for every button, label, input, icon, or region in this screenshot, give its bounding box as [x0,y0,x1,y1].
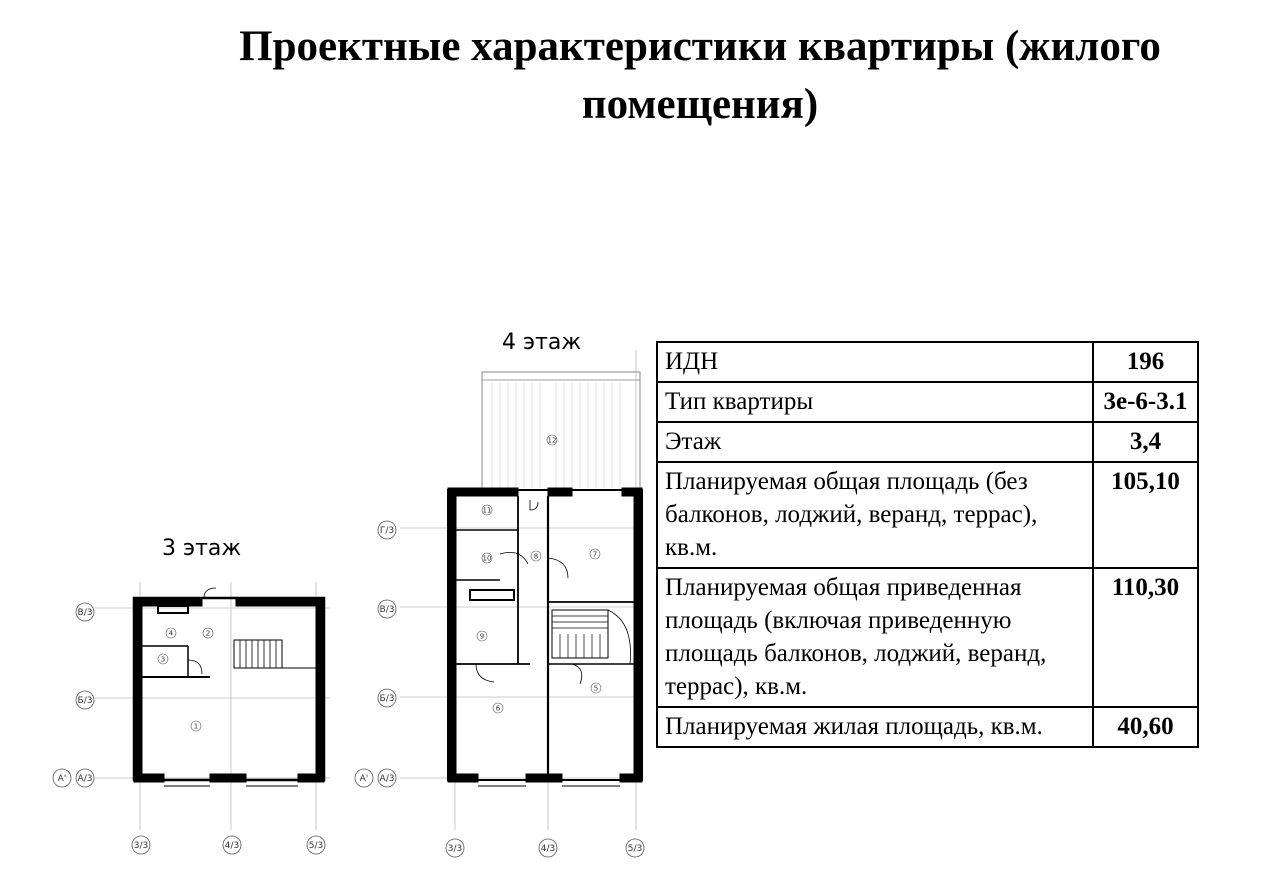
axis-label: 3/3 [447,844,463,854]
floor-plan-drawing [0,320,660,885]
floor-4-axis-labels [360,526,643,854]
spec-label: Планируемая общая приведенная площадь (включая приведенную площадь балконов, лоджий, веранд, террас), кв.м. [657,568,1093,707]
axis-label: 4/3 [224,841,240,851]
table-row [657,568,1198,707]
spec-label: ИДН [657,342,1093,382]
axis-label: В/3 [77,608,93,618]
floor-3-axis-markers [53,603,325,854]
axis-label: 5/3 [627,844,643,854]
room-number: 7 [592,550,598,559]
room-number: 2 [205,629,211,638]
axis-label: 5/3 [308,841,324,851]
table-row [657,342,1198,382]
floor-4-room-numbers [477,435,601,713]
axis-label: А/3 [379,774,395,784]
room-number: 4 [168,629,174,638]
axis-label: 3/3 [133,841,149,851]
specs-table [656,341,1199,748]
room-number: 3 [160,655,166,664]
table-row [657,462,1198,568]
axis-label: Г/3 [379,526,395,536]
room-number: 8 [533,552,539,561]
floor-3-plan [95,582,330,830]
axis-label: Б/3 [379,694,395,704]
room-number: 1 [193,722,199,731]
room-number: 9 [479,632,485,641]
spec-value: 3,4 [1093,422,1198,462]
spec-label: Этаж [657,422,1093,462]
room-number: 5 [593,684,599,693]
axis-label: 4/3 [540,844,556,854]
spec-value: 105,10 [1093,462,1198,568]
axis-label: А' [359,774,369,784]
table-row [657,707,1198,747]
room-number: 6 [495,704,501,713]
floor-plans [0,320,660,885]
room-number: 10 [482,554,492,563]
axis-label: Б/3 [77,696,93,706]
spec-label: Планируемая жилая площадь, кв.м. [657,707,1093,747]
floor-3-axis-labels [58,608,324,851]
page-title: Проектные характеристики квартиры (жилого помещения) [239,23,1161,128]
axis-label: В/3 [379,605,395,615]
spec-value: 110,30 [1093,568,1198,707]
table-row [657,382,1198,422]
spec-value: 40,60 [1093,707,1198,747]
spec-label: Тип квартиры [657,382,1093,422]
room-number: 12 [547,436,557,445]
spec-value: 196 [1093,342,1198,382]
table-row [657,422,1198,462]
spec-label: Планируемая общая площадь (без балконов, лоджий, веранд, террас), кв.м. [657,462,1093,568]
room-number: 11 [482,506,492,515]
axis-label: А/3 [77,774,93,784]
axis-label: А' [57,774,67,784]
floor-3-label: 3 этаж [162,536,242,561]
spec-value: 3е-6-3.1 [1093,382,1198,422]
floor-4-label: 4 этаж [502,330,582,355]
floor-3-room-numbers [158,628,213,731]
floor-4-plan [400,350,642,830]
